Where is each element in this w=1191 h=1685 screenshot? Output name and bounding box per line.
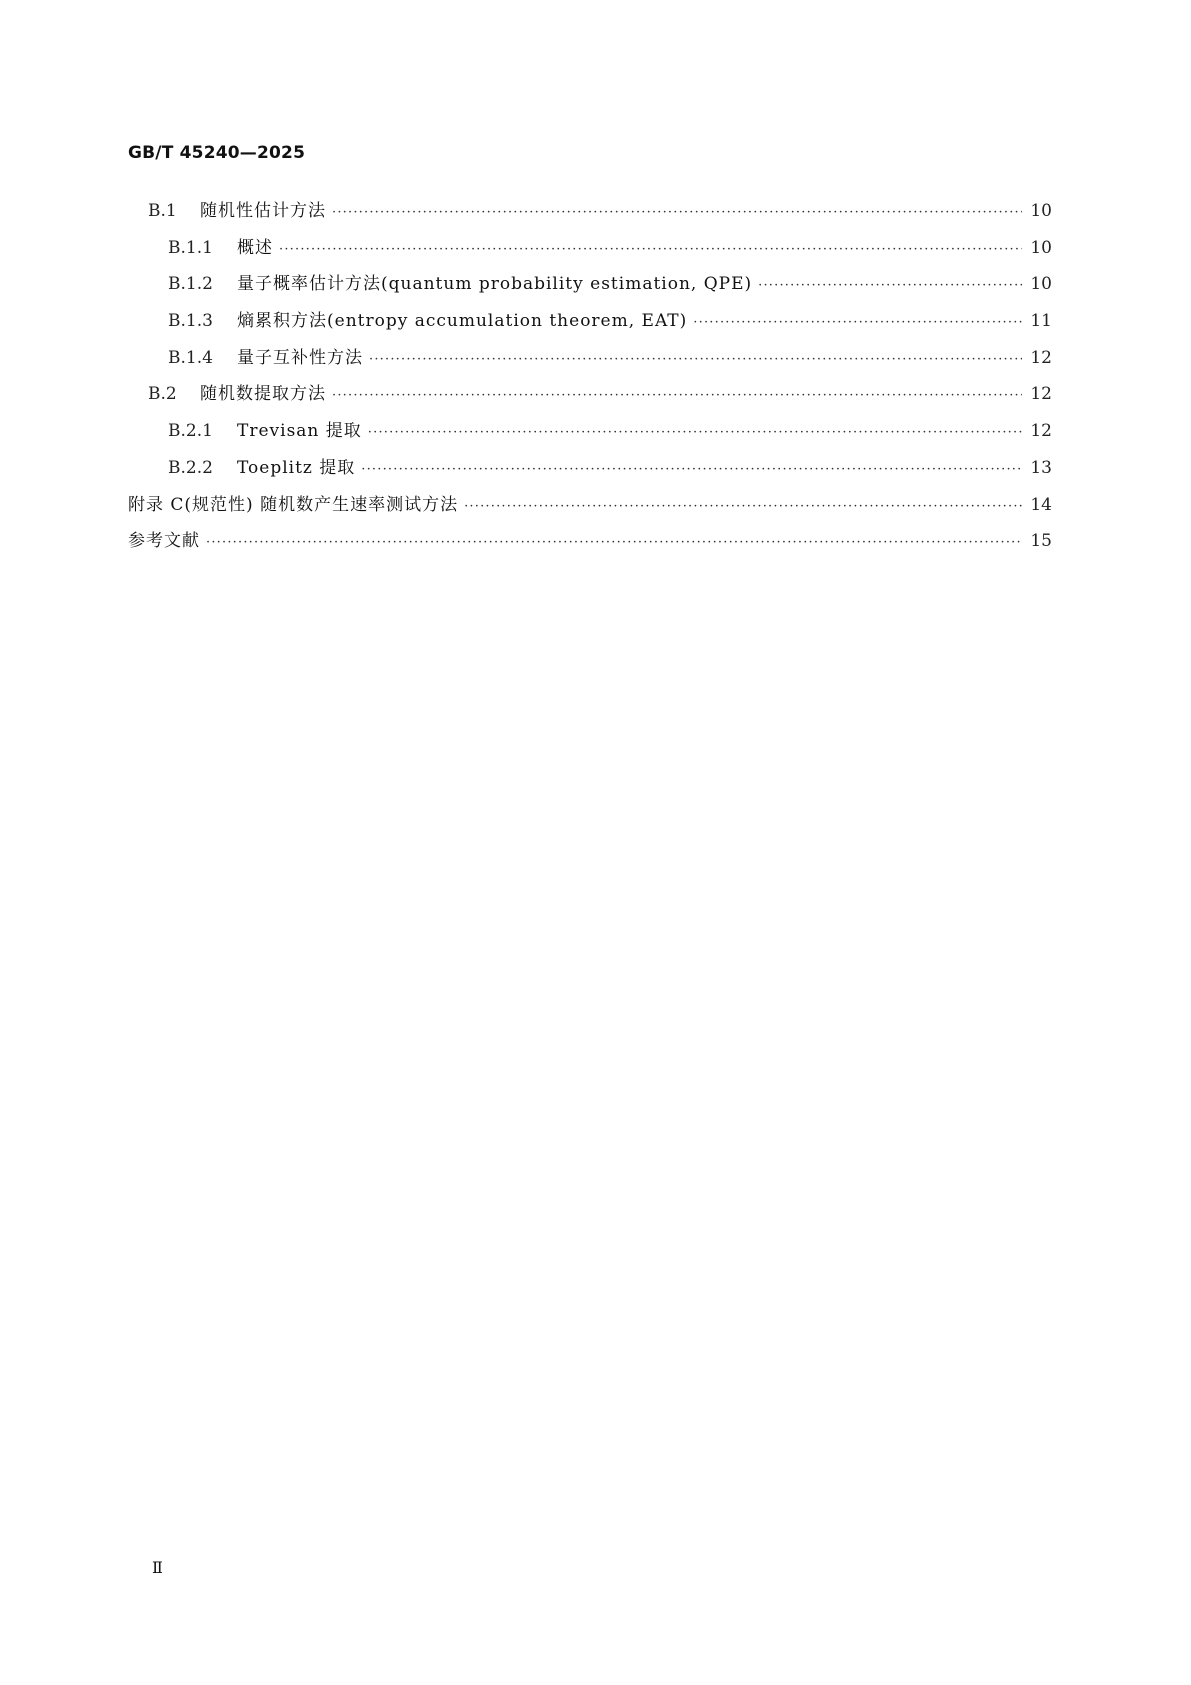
toc-entry-page: 12 [1030,347,1052,368]
toc-entry-appendix-c[interactable] [128,490,1052,527]
toc-entry-b1-3[interactable] [128,306,1052,343]
toc-dot-leader [361,462,1022,477]
toc-entry-number: B.2.1 [168,421,213,442]
page-number-footer: Ⅱ [152,1558,163,1577]
toc-dot-leader [464,499,1022,514]
toc-entry-title: 随机数提取方法 [200,384,326,405]
toc-dot-leader [332,205,1022,220]
toc-entry-b2-2[interactable] [128,453,1052,490]
toc-entry-number: B.1 [148,201,177,221]
toc-entry-references[interactable] [128,526,1052,563]
standard-number-header: GB/T 45240—2025 [128,143,306,163]
toc-entry-number: B.2.2 [168,457,213,478]
toc-entry-title: 量子概率估计方法(quantum probability estimation, QPE) [237,274,753,295]
toc-entry-b1-1[interactable] [128,233,1052,270]
toc-entry-title: 熵累积方法(entropy accumulation theorem, EAT) [237,311,688,332]
toc-dot-leader [368,425,1022,440]
toc-dot-leader [369,352,1022,367]
toc-entry-page: 12 [1030,384,1052,405]
toc-entry-number: B.1.2 [168,274,213,295]
toc-entry-title: 参考文献 [128,531,200,552]
toc-entry-title: 量子互补性方法 [237,347,363,368]
toc-dot-leader [758,278,1022,293]
toc-entry-number: B.2 [148,384,177,405]
toc-entry-title: 附录 C(规范性) 随机数产生速率测试方法 [128,494,459,515]
toc-entry-page: 15 [1030,531,1052,552]
toc-entry-title: Toeplitz 提取 [237,457,356,478]
table-of-contents [128,196,1052,563]
toc-dot-leader [279,242,1022,257]
toc-entry-number: B.1.4 [168,347,213,368]
toc-entry-number: B.1.1 [168,237,213,258]
toc-entry-page: 13 [1030,457,1052,478]
toc-entry-number: B.1.3 [168,311,213,332]
toc-entry-b1[interactable] [128,196,1052,233]
toc-dot-leader [206,535,1022,550]
toc-entry-b1-2[interactable] [128,269,1052,306]
toc-dot-leader [693,315,1022,330]
toc-entry-title: 随机性估计方法 [200,201,326,221]
toc-dot-leader [332,388,1022,403]
toc-entry-page: 10 [1030,201,1052,221]
toc-entry-title: Trevisan 提取 [237,421,362,442]
toc-entry-page: 10 [1030,274,1052,295]
toc-entry-b2[interactable] [128,379,1052,416]
toc-entry-b2-1[interactable] [128,416,1052,453]
toc-entry-title: 概述 [237,237,273,258]
toc-entry-page: 11 [1030,311,1052,332]
toc-entry-page: 10 [1030,237,1052,258]
toc-entry-page: 12 [1030,421,1052,442]
toc-entry-page: 14 [1030,494,1052,515]
toc-entry-b1-4[interactable] [128,343,1052,380]
